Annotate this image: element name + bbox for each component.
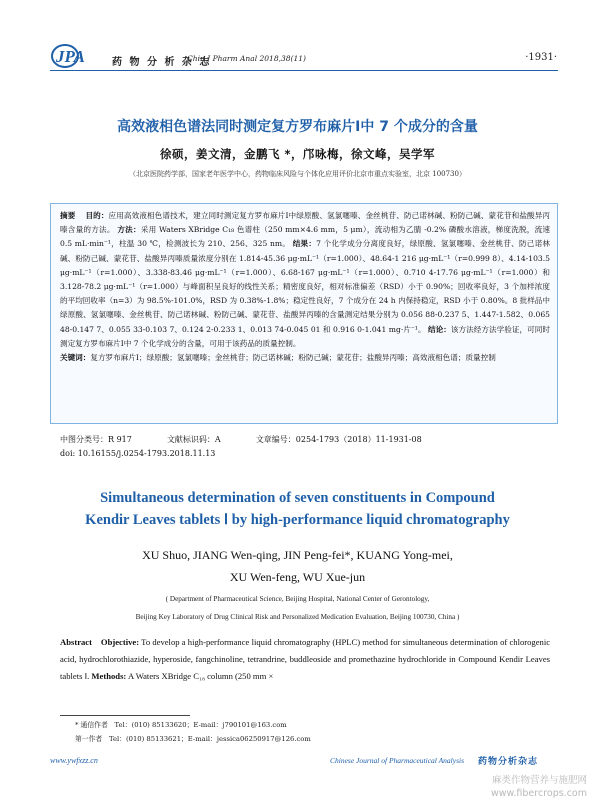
authors-en — [0, 544, 595, 588]
footer-journal-en: Chinese Journal of Pharmaceutical Analysis — [330, 756, 465, 765]
objective-en-text: To develop a high-performance liquid chromatography (HPLC) method for simultaneous determination of chlorogenic acid, hydrochlorothiazide, hyperoside, fangchinoline, tetrandrine, buddleoside and promethazine hydrochloride in Compound Kendir Leaves tablets Ⅰ. — [60, 637, 551, 681]
article-title-en — [0, 487, 595, 531]
watermark-line-1: 麻类作物营养与施肥网 — [491, 775, 587, 786]
header-divider — [50, 70, 558, 71]
doi: doi: 10.16155/j.0254-1793.2018.11.13 — [60, 449, 216, 458]
watermark-line-2: www.fibercrops.com — [490, 788, 587, 799]
footnote-first-author: 第一作者 Tel：(010) 85133621；E-mail：jessica06250917@126.com — [75, 735, 311, 743]
title-en-line-2: Kendir Leaves tablets Ⅰ by high-performance liquid chromatography — [85, 512, 510, 528]
abstract-en-label: Abstract — [60, 637, 92, 647]
journal-name-cn: 药 物 分 析 杂 志 — [112, 57, 212, 68]
authors-en-line-1: XU Shuo, JIANG Wen-qing, JIN Peng-fei*, KUANG Yong-mei, — [142, 548, 453, 562]
article-number: 文章编号：0254-1793（2018）11-1931-08 — [255, 435, 422, 444]
methods-label: 方法： — [117, 225, 141, 235]
page-number: ·1931· — [525, 52, 557, 63]
abstract-label: 摘要 — [60, 211, 76, 220]
footer-journal-cn: 药物分析杂志 — [478, 757, 539, 767]
footer-url[interactable]: www.ywfxzz.cn — [50, 756, 98, 765]
jpa-logo-icon — [50, 43, 102, 69]
clc-number: 中图分类号：R 917 — [60, 435, 132, 444]
document-code: 文献标识码：A — [166, 435, 221, 444]
footnote-divider — [60, 715, 190, 716]
title-en-line-1: Simultaneous determination of seven constituents in Compound — [100, 490, 495, 506]
objective-label: 目的： — [85, 211, 109, 220]
results-label: 结果： — [292, 239, 317, 249]
methods-en-label: Methods: — [91, 671, 127, 681]
footnote-corresponding-author: * 通信作者 Tel：(010) 85133620；E-mail：j790101@163.com — [75, 721, 287, 729]
objective-text: 应用高效液相色谱技术，建立同时测定复方罗布麻片Ⅰ中绿原酸、氢氯噻嗪、金丝桃苷、防己诺林碱、粉防己碱、蒙花苷和盐酸异丙嗪含量的方法。 — [60, 211, 550, 235]
objective-en-label: Objective: — [100, 637, 140, 647]
conclusion-label: 结论： — [428, 324, 451, 334]
keywords-text: 复方罗布麻片Ⅰ；绿原酸；氢氯噻嗪；金丝桃苷；防己诺林碱；粉防己碱；蒙花苷；盐酸异丙嗪；高效液相色谱；质量控制 — [90, 353, 496, 363]
journal-issue: Chin J Pharm Anal 2018,38(11) — [187, 54, 306, 63]
keywords-label: 关键词： — [60, 353, 91, 363]
affiliation-en-line-1: ( Department of Pharmaceutical Science, Beijing Hospital, National Center of Gerontology, — [165, 595, 430, 603]
article-meta — [60, 434, 422, 445]
watermark — [491, 774, 587, 800]
abstract-en — [60, 634, 550, 685]
abstract-cn — [60, 209, 550, 365]
conclusion-text: 该方法经方法学验证，可同时测定复方罗布麻片Ⅰ中 7 个化学成分的含量，可用于该药品的质量控制。 — [60, 324, 550, 348]
affiliation-cn: （北京医院药学部，国家老年医学中心，药物临床风险与个体化应用评价北京市重点实验室，北京 100730） — [129, 170, 466, 178]
affiliation-en-line-2: Beijing Key Laboratory of Drug Clinical Risk and Personalized Medication Evaluation, Beijing 100730, China ) — [135, 613, 460, 621]
authors-cn: 徐硕，姜文清，金鹏飞 *，邝咏梅，徐文峰，吴学军 — [159, 147, 435, 161]
journal-logo — [50, 43, 102, 69]
methods-text: 采用 Waters XBridge C₁₈ 色谱柱（250 mm×4.6 mm，5 μm），流动相为乙腈 -0.2% 磷酸水溶液，梯度洗脱，流速 0.5 mL·min⁻¹，柱温 30 ℃，检测波长为 210、256、325 nm。 — [60, 225, 551, 249]
results-text: 7 个化学成分分离度良好，绿原酸、氢氯噻嗪、金丝桃苷、防己诺林碱、粉防己碱、蒙花苷、盐酸异丙嗪质量浓度分别在 1.814-45.36 μg·mL⁻¹（r=1.000）、48.64-1 216 μg·mL⁻¹（r=0.999 8）、4.14-103.5 μg·mL⁻¹（r=1.000）、3.338-83.46 μg·mL⁻¹（r=1.000）、6.68-167 μg·mL⁻¹（r=1.000）、0.710 4-17.76 μg·mL⁻¹（r=1.000）和 3.128-78.2 μg·mL⁻¹（r=1.000）与峰面积呈良好的线性关系；精密度良好，相对标准偏差（RSD）小于 0.90%；回收率良好，3 个加样浓度的平均回收率（n=3）为 98.5%-101.0%，RSD 为 0.38%-1.8%；稳定性良好，7 个成分在 24 h 内保持稳定，RSD 小于 0.80%。8 批样品中绿原酸、氢氯噻嗪、金丝桃苷、防己诺林碱、粉防己碱、蒙花苷、盐酸异丙嗪的含量测定结果分别为 0.056 88-0.237 5、1.447-1.582、0.065 48-0.147 7、0.055 33-0.103 7、0.124 2-0.233 1、0.013 74-0.045 01 和 0.916 0-1.041 mg·片⁻¹。 — [60, 239, 551, 334]
svg-text:JPA: JPA — [56, 47, 85, 66]
affiliation-en — [0, 590, 595, 626]
article-title-cn: 高效液相色谱法同时测定复方罗布麻片Ⅰ中 7 个成分的含量 — [117, 119, 478, 135]
methods-en-text: A Waters XBridge C₁₈ column (250 mm × — [127, 671, 274, 681]
authors-en-line-2: XU Wen-feng, WU Xue-jun — [229, 570, 366, 584]
